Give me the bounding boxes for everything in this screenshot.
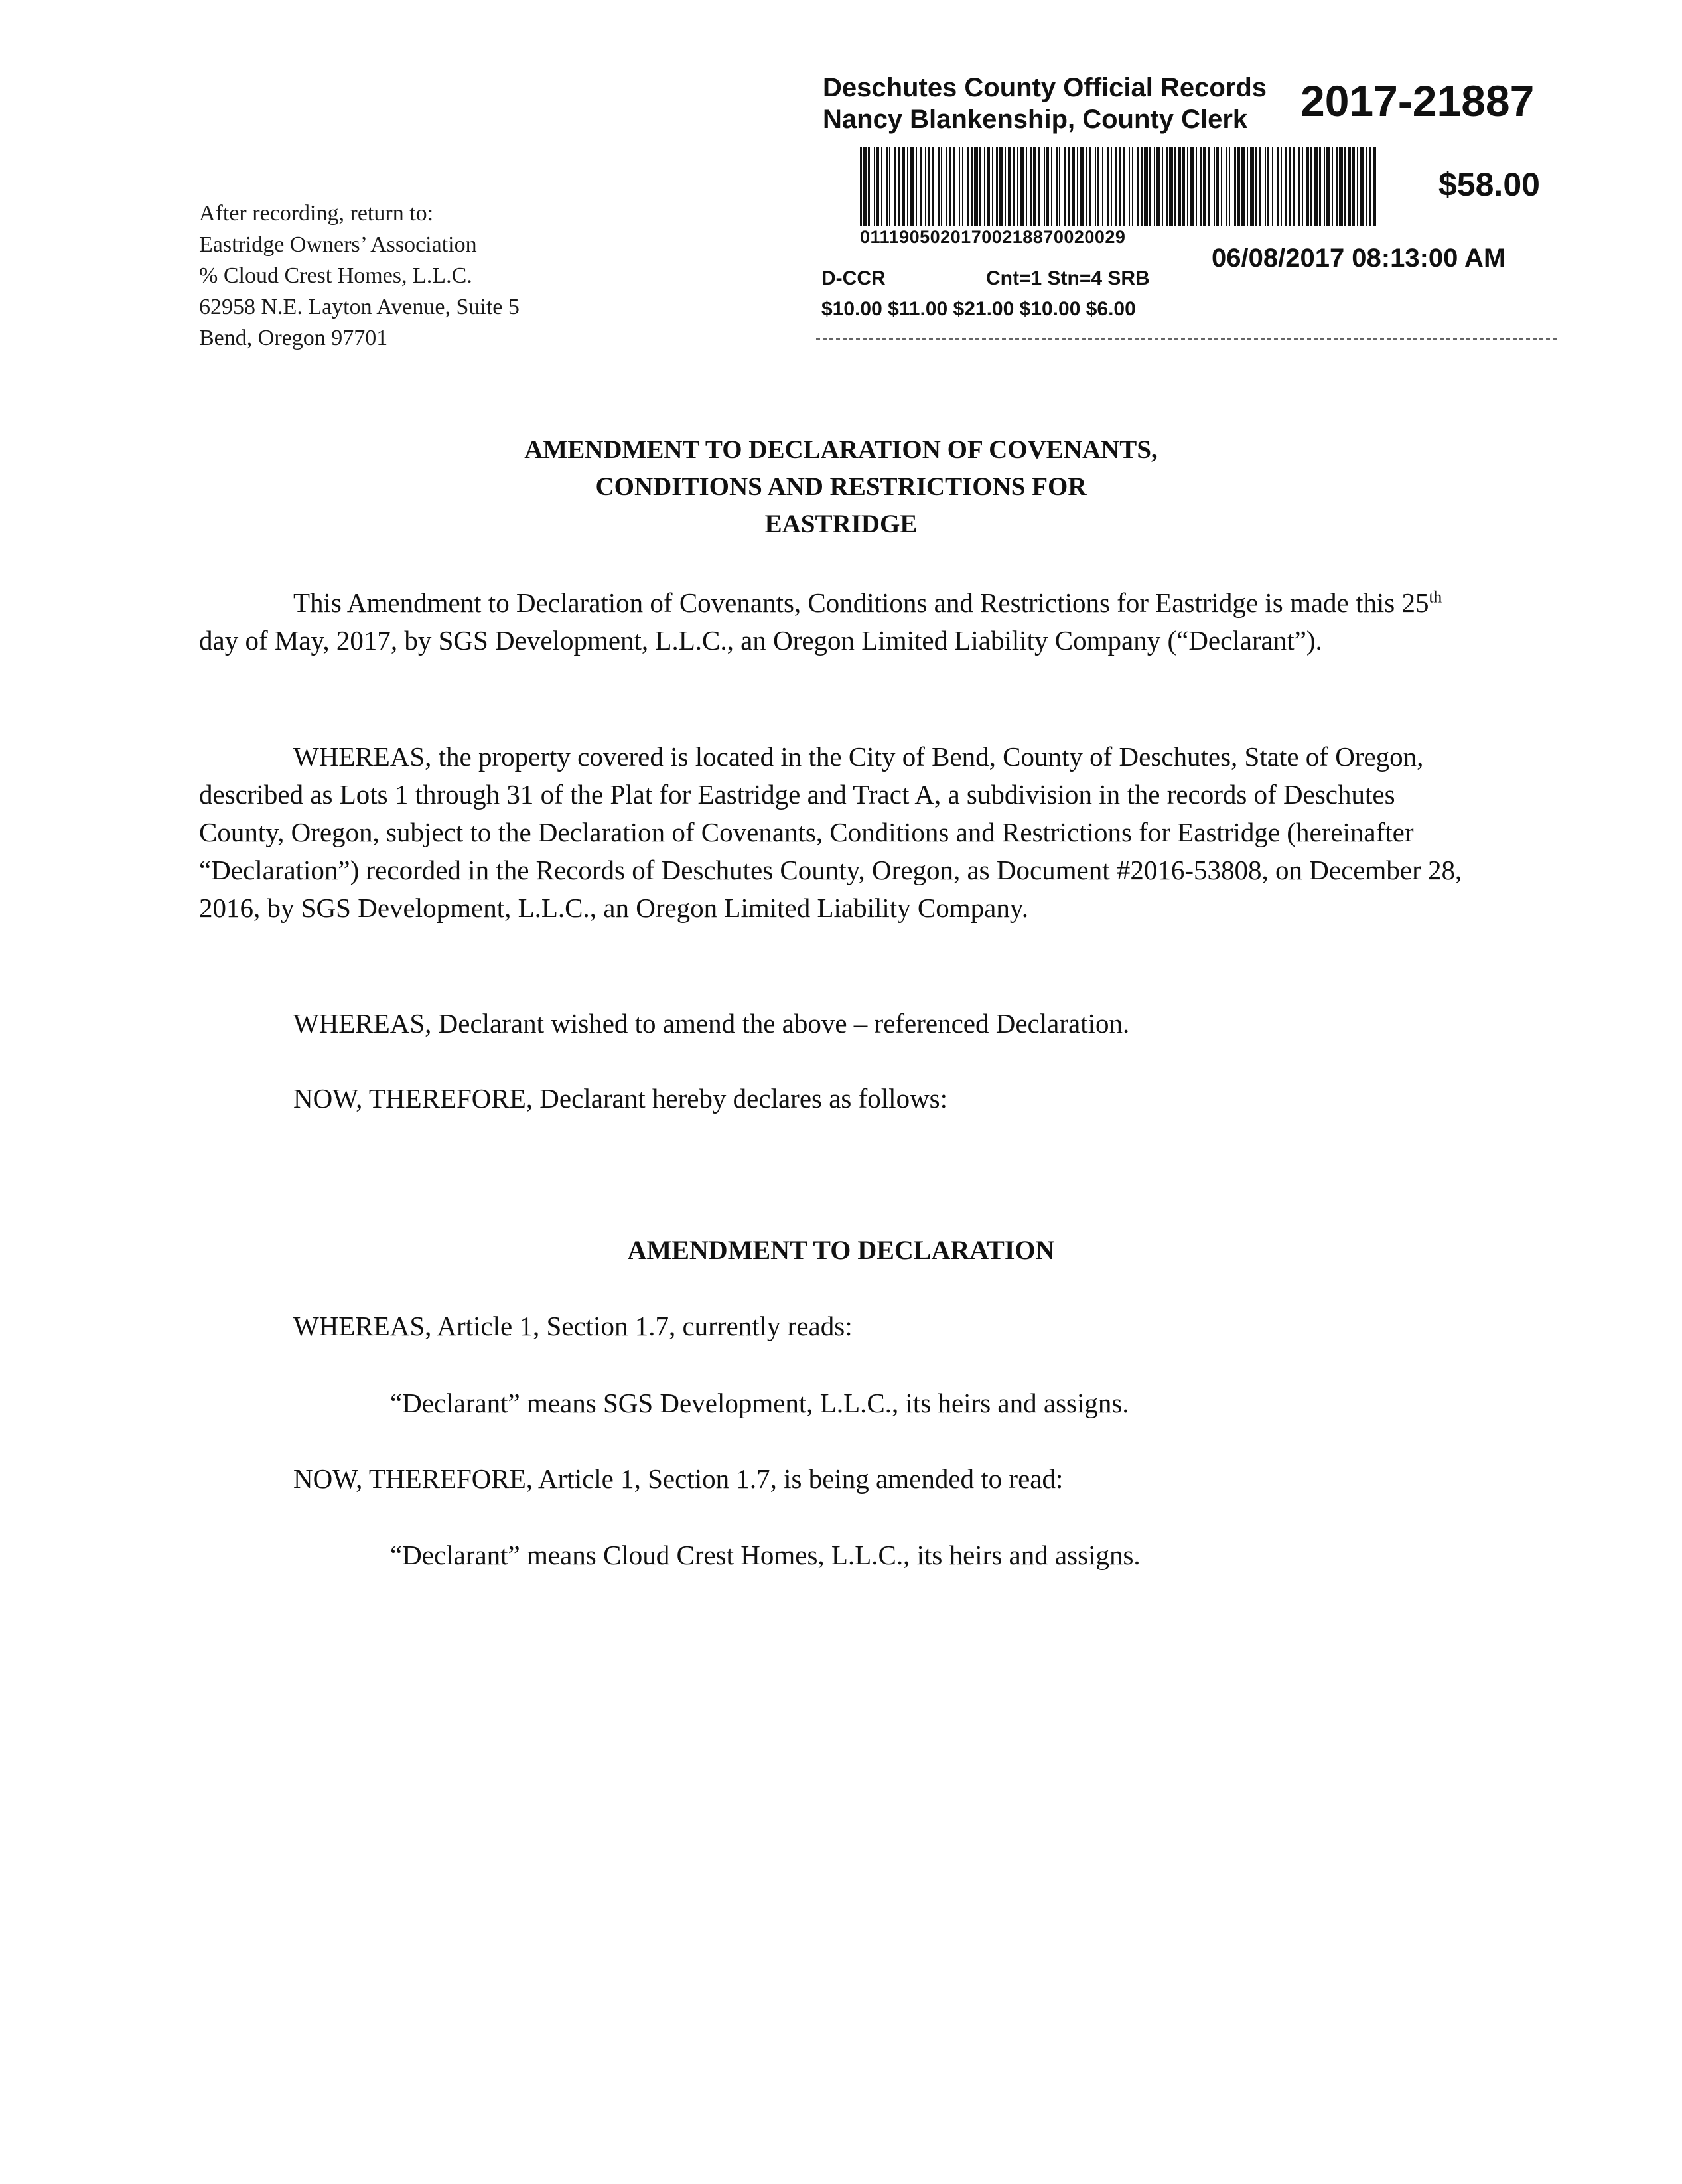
barcode-bar <box>1267 147 1269 226</box>
return-address-line: % Cloud Crest Homes, L.L.C. <box>199 263 472 288</box>
intro-text-end: day of May, 2017, by SGS Development, L.L.C., an Oregon Limited Liability Company (“Declarant”). <box>199 625 1322 656</box>
barcode-bar <box>1008 147 1011 226</box>
barcode-bar <box>1013 147 1015 226</box>
barcode-bar <box>959 147 960 226</box>
return-address-heading: After recording, return to: <box>199 201 434 226</box>
barcode-bar <box>1156 147 1160 226</box>
barcode-bar <box>1144 147 1148 226</box>
barcode-bar <box>932 147 934 226</box>
records-office-name: Deschutes County Official Records <box>823 73 1267 102</box>
barcode-bar <box>886 147 888 226</box>
barcode-bar <box>1214 147 1215 226</box>
barcode-bar <box>1216 147 1219 226</box>
barcode-bar <box>1255 147 1257 226</box>
barcode-bar <box>894 147 896 226</box>
barcode-bar <box>1247 147 1248 226</box>
barcode-bar <box>1289 147 1291 226</box>
barcode-bar <box>1373 147 1376 226</box>
barcode-bar <box>1265 147 1266 226</box>
barcode-bar <box>1166 147 1168 226</box>
barcode-bar <box>1178 147 1181 226</box>
barcode-bar <box>868 147 870 226</box>
barcode-bar <box>1059 147 1060 226</box>
recording-barcode <box>860 147 1377 226</box>
barcode-bar <box>1226 147 1227 226</box>
barcode-bar <box>863 147 867 226</box>
amendment-heading: AMENDMENT TO DECLARATION <box>627 1235 1055 1265</box>
barcode-bar <box>971 147 973 226</box>
barcode-bar <box>987 147 990 226</box>
barcode-bar <box>1298 147 1300 226</box>
barcode-bar <box>1310 147 1312 226</box>
barcode-bar <box>1336 147 1338 226</box>
barcode-bar <box>1277 147 1279 226</box>
recording-counts: Cnt=1 Stn=4 SRB <box>986 267 1150 289</box>
barcode-bar <box>1250 147 1254 226</box>
barcode-bar <box>898 147 900 226</box>
article-current-paragraph: WHEREAS, Article 1, Section 1.7, currently reads: <box>293 1311 853 1341</box>
barcode-bar <box>1234 147 1236 226</box>
current-definition-quote: “Declarant” means SGS Development, L.L.C., its heirs and assigns. <box>390 1388 1129 1418</box>
recording-document-number: 2017-21887 <box>1300 76 1535 125</box>
barcode-bar <box>874 147 875 226</box>
barcode-bar <box>910 147 914 226</box>
barcode-bar <box>1005 147 1006 226</box>
barcode-bar <box>1293 147 1295 226</box>
document-title-line: CONDITIONS AND RESTRICTIONS FOR <box>595 473 1087 501</box>
barcode-bar <box>1352 147 1355 226</box>
barcode-bar <box>938 147 940 226</box>
barcode-bar <box>1030 147 1032 226</box>
intro-ordinal-suffix: th <box>1429 587 1442 607</box>
barcode-bar <box>1190 147 1194 226</box>
barcode-bar <box>1366 147 1367 226</box>
recording-stamp-office <box>823 72 1267 135</box>
barcode-bar <box>1229 147 1230 226</box>
return-address-line: 62958 N.E. Layton Avenue, Suite 5 <box>199 295 520 319</box>
barcode-bar <box>1068 147 1070 226</box>
barcode-bar <box>1369 147 1371 226</box>
barcode-bar <box>1077 147 1078 226</box>
barcode-bar <box>1089 147 1091 226</box>
recording-fee-breakdown: $10.00 $11.00 $21.00 $10.00 $6.00 <box>821 298 1136 320</box>
barcode-bar <box>1123 147 1125 226</box>
barcode-bar <box>1306 147 1309 226</box>
barcode-bar <box>1097 147 1099 226</box>
now-declares-paragraph: NOW, THEREFORE, Declarant hereby declares as follows: <box>293 1083 948 1114</box>
barcode-bar <box>1237 147 1240 226</box>
barcode-bar <box>1324 147 1325 226</box>
barcode-bar <box>1203 147 1206 226</box>
barcode-bar <box>1141 147 1143 226</box>
return-address-line: Eastridge Owners’ Association <box>199 232 477 257</box>
barcode-bar <box>1339 147 1343 226</box>
barcode-bar <box>962 147 963 226</box>
barcode-bar <box>1285 147 1287 226</box>
county-clerk-name: Nancy Blankenship, County Clerk <box>823 105 1248 134</box>
barcode-bar <box>1174 147 1176 226</box>
barcode-bar <box>1281 147 1282 226</box>
barcode-bar <box>1038 147 1040 226</box>
barcode-digits: 01119050201700218870020029 <box>860 227 1126 247</box>
recording-document-type: D-CCR <box>821 267 886 289</box>
barcode-bar <box>1102 147 1103 226</box>
barcode-bar <box>1344 147 1346 226</box>
barcode-bar <box>1033 147 1036 226</box>
document-title-line: AMENDMENT TO DECLARATION OF COVENANTS, <box>524 435 1158 464</box>
stamp-divider <box>816 338 1557 340</box>
barcode-bar <box>999 147 1003 226</box>
whereas-property-text: WHEREAS, the property covered is located in the City of Bend, County of Deschutes, State of Oregon, described as Lots 1 through 31 of the Plat for Eastridge and Tract A, a subdivision in the records of Deschutes County, Oregon, subject to the Declaration of Covenants, Conditions and Restrictions for Eastridge (hereinafter “Declaration”) recorded in the Records of Deschutes County, Oregon, as Document #2016-53808, on December 28, 2016, by SGS Development, L.L.C., an Oregon Limited Liability Company. <box>199 741 1462 923</box>
barcode-bar <box>1044 147 1045 226</box>
article-amended-paragraph: NOW, THEREFORE, Article 1, Section 1.7, is being amended to read: <box>293 1463 1064 1494</box>
barcode-bar <box>1162 147 1163 226</box>
barcode-bar <box>1187 147 1188 226</box>
barcode-bar <box>1182 147 1185 226</box>
barcode-bar <box>953 147 955 226</box>
return-address-block <box>199 198 520 354</box>
barcode-bar <box>916 147 917 226</box>
barcode-bar <box>1017 147 1018 226</box>
barcode-bar <box>1326 147 1330 226</box>
barcode-bar <box>1072 147 1075 226</box>
whereas-property-paragraph <box>199 738 1483 927</box>
barcode-bar <box>1200 147 1202 226</box>
document-title-line: EASTRIDGE <box>764 510 918 538</box>
barcode-bar <box>1208 147 1210 226</box>
barcode-bar <box>1119 147 1121 226</box>
barcode-bar <box>974 147 978 226</box>
barcode-bar <box>1221 147 1222 226</box>
barcode-bar <box>1064 147 1066 226</box>
document-title <box>199 431 1483 543</box>
barcode-bar <box>1046 147 1049 226</box>
barcode-bar <box>1026 147 1027 226</box>
intro-text-start: This Amendment to Declaration of Covenants, Conditions and Restrictions for Eastridge is made this 25 <box>293 587 1429 618</box>
barcode-bar <box>876 147 879 226</box>
barcode-bar <box>1086 147 1087 226</box>
barcode-bar <box>946 147 947 226</box>
barcode-bar <box>1169 147 1173 226</box>
recording-fee-total: $58.00 <box>1438 166 1540 203</box>
barcode-bar <box>1056 147 1058 226</box>
return-address-line: Bend, Oregon 97701 <box>199 326 388 350</box>
barcode-bar <box>1137 147 1139 226</box>
barcode-bar <box>1314 147 1318 226</box>
barcode-bar <box>992 147 993 226</box>
barcode-bar <box>1319 147 1321 226</box>
barcode-bar <box>1020 147 1024 226</box>
barcode-bar <box>941 147 942 226</box>
barcode-graphic <box>860 147 1377 226</box>
barcode-bar <box>967 147 969 226</box>
amended-definition-quote: “Declarant” means Cloud Crest Homes, L.L.C., its heirs and assigns. <box>390 1540 1141 1570</box>
barcode-bar <box>1107 147 1109 226</box>
barcode-bar <box>889 147 890 226</box>
barcode-bar <box>881 147 882 226</box>
barcode-bar <box>1302 147 1303 226</box>
whereas-amend-paragraph: WHEREAS, Declarant wished to amend the above – referenced Declaration. <box>293 1008 1130 1039</box>
barcode-bar <box>925 147 926 226</box>
barcode-bar <box>1332 147 1333 226</box>
barcode-bar <box>928 147 930 226</box>
barcode-bar <box>1259 147 1261 226</box>
barcode-bar <box>1080 147 1084 226</box>
barcode-bar <box>1149 147 1151 226</box>
barcode-bar <box>860 147 862 226</box>
barcode-bar <box>1129 147 1130 226</box>
barcode-bar <box>1132 147 1133 226</box>
barcode-bar <box>1272 147 1273 226</box>
recording-datetime: 06/08/2017 08:13:00 AM <box>1212 244 1506 273</box>
barcode-bar <box>1348 147 1351 226</box>
barcode-bar <box>1357 147 1358 226</box>
intro-paragraph <box>199 584 1483 660</box>
barcode-bar <box>1095 147 1096 226</box>
barcode-bar <box>1196 147 1197 226</box>
barcode-bar <box>1154 147 1155 226</box>
barcode-bar <box>949 147 951 226</box>
barcode-bar <box>1241 147 1245 226</box>
barcode-bar <box>996 147 998 226</box>
barcode-bar <box>920 147 922 226</box>
barcode-bar <box>1111 147 1112 226</box>
barcode-bar <box>1360 147 1364 226</box>
barcode-bar <box>902 147 905 226</box>
barcode-bar <box>979 147 981 226</box>
barcode-bar <box>1115 147 1117 226</box>
barcode-bar <box>907 147 908 226</box>
barcode-bar <box>1051 147 1052 226</box>
barcode-bar <box>984 147 985 226</box>
